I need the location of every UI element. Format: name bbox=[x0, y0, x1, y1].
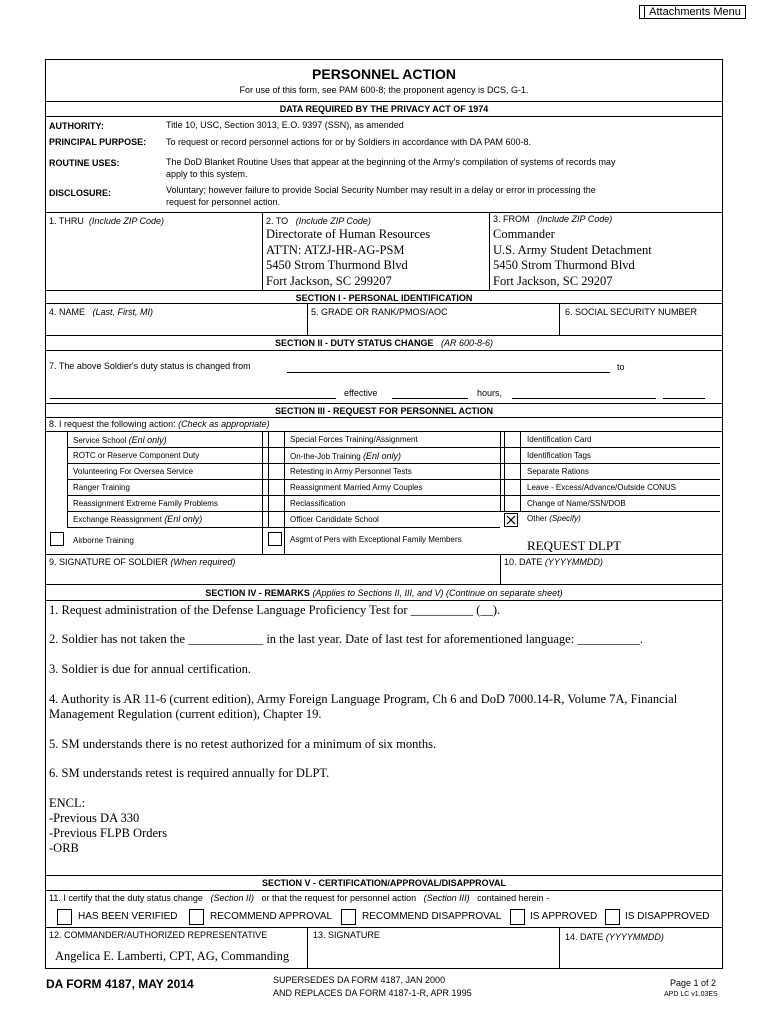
opt-change-name: Change of Name/SSN/DOB bbox=[527, 499, 626, 508]
from-address-line-4[interactable]: Fort Jackson, SC 29207 bbox=[493, 274, 613, 288]
to-address-line-4[interactable]: Fort Jackson, SC 299207 bbox=[266, 274, 392, 288]
routine-text-2: apply to this system. bbox=[166, 169, 248, 179]
status-to-field[interactable] bbox=[50, 386, 336, 399]
remark-line[interactable]: -Previous DA 330 bbox=[49, 811, 140, 825]
opt-is-approved: IS APPROVED bbox=[530, 911, 598, 922]
supersedes-line-2: AND REPLACES DA FORM 4187-1-R, APR 1995 bbox=[273, 988, 472, 998]
form-subtitle: For use of this form, see PAM 600-8; the proponent agency is DCS, G-1. bbox=[239, 85, 529, 95]
opt-separate-rations: Separate Rations bbox=[527, 467, 589, 476]
effective-word: effective bbox=[344, 388, 378, 398]
opt-special-forces: Special Forces Training/Assignment bbox=[290, 435, 418, 444]
checkbox-is-disapproved[interactable] bbox=[605, 909, 620, 925]
attachments-menu-button[interactable]: Attachments Menu bbox=[644, 5, 746, 19]
date-label: 14. DATE (YYYYMMDD) bbox=[565, 932, 664, 942]
effective-date-field[interactable] bbox=[392, 386, 468, 399]
opt-ojt: On-the-Job Training (Enl only) bbox=[290, 451, 401, 461]
opt-retesting: Retesting in Army Personnel Tests bbox=[290, 467, 412, 476]
routine-label: ROUTINE USES: bbox=[49, 158, 120, 168]
opt-airborne-training: Airborne Training bbox=[73, 536, 134, 545]
checkbox-exceptional-family[interactable] bbox=[268, 532, 282, 546]
remark-line[interactable]: -Previous FLPB Orders bbox=[49, 826, 168, 840]
opt-is-disapproved: IS DISAPPROVED bbox=[625, 911, 710, 922]
remark-line[interactable]: 2. Soldier has not taken the ____________ in the last year. Date of last test for aforementioned language: __________. bbox=[49, 632, 643, 646]
opt-exchange-reassignment: Exchange Reassignment (Enl only) bbox=[73, 514, 203, 524]
from-address-line-3[interactable]: 5450 Strom Thurmond Blvd bbox=[493, 258, 635, 272]
purpose-text: To request or record personnel actions for or by Soldiers in accordance with DA PAM 600-8. bbox=[166, 137, 532, 147]
ssn-label: 6. SOCIAL SECURITY NUMBER bbox=[565, 307, 698, 317]
remark-line[interactable]: -ORB bbox=[49, 841, 79, 855]
remark-line[interactable]: 5. SM understands there is no retest authorized for a minimum of six months. bbox=[49, 737, 437, 751]
opt-other: Other (Specify) bbox=[527, 514, 581, 523]
item-11-label: 11. I certify that the duty status change (Section II) or that the request for personnel action (Section III) contained herein - bbox=[49, 893, 550, 903]
authority-text: Title 10, USC, Section 3013, E.O. 9397 (SSN), as amended bbox=[166, 120, 404, 130]
checkbox-recommend-disapproval[interactable] bbox=[341, 909, 356, 925]
checkbox-has-been-verified[interactable] bbox=[57, 909, 72, 925]
checked-x-icon bbox=[505, 514, 517, 526]
disclosure-text-1: Voluntary; however failure to provide Social Security Number may result in a delay or error in processing the bbox=[166, 185, 596, 195]
section-3-heading: SECTION III - REQUEST FOR PERSONNEL ACTION bbox=[274, 406, 494, 416]
opt-ranger-training: Ranger Training bbox=[73, 483, 130, 492]
thru-label: 1. THRU (Include ZIP Code) bbox=[49, 216, 165, 226]
remark-line[interactable]: Management Regulation (current edition), Chapter 19. bbox=[49, 707, 322, 721]
checkbox-other[interactable] bbox=[504, 513, 518, 527]
form-id: DA FORM 4187, MAY 2014 bbox=[46, 977, 194, 991]
from-address-line-2[interactable]: U.S. Army Student Detachment bbox=[493, 243, 652, 257]
date-field[interactable] bbox=[562, 944, 720, 966]
from-label: 3. FROM (Include ZIP Code) bbox=[493, 214, 613, 224]
opt-leave: Leave - Excess/Advance/Outside CONUS bbox=[527, 483, 676, 492]
opt-married-couples: Reassignment Married Army Couples bbox=[290, 483, 423, 492]
soldier-signature-field[interactable] bbox=[48, 568, 496, 582]
page-number: Page 1 of 2 bbox=[670, 978, 717, 988]
opt-reassignment-family: Reassignment Extreme Family Problems bbox=[73, 499, 218, 508]
opt-recommend-approval: RECOMMEND APPROVAL bbox=[210, 911, 333, 922]
supersedes-line-1: SUPERSEDES DA FORM 4187, JAN 2000 bbox=[273, 975, 446, 985]
to-address-line-3[interactable]: 5450 Strom Thurmond Blvd bbox=[266, 258, 408, 272]
remark-line[interactable]: 6. SM understands retest is required annually for DLPT. bbox=[49, 766, 330, 780]
opt-rotc-duty: ROTC or Reserve Component Duty bbox=[73, 451, 200, 460]
commander-label: 12. COMMANDER/AUTHORIZED REPRESENTATIVE bbox=[49, 930, 268, 940]
authority-label: AUTHORITY: bbox=[49, 121, 104, 131]
to-address-line-1[interactable]: Directorate of Human Resources bbox=[266, 227, 431, 241]
opt-has-been-verified: HAS BEEN VERIFIED bbox=[78, 911, 178, 922]
checkbox-airborne-training[interactable] bbox=[50, 532, 64, 546]
item-8-label: 8. I request the following action: (Check as appropriate) bbox=[49, 419, 270, 429]
ssn-field[interactable] bbox=[562, 318, 720, 333]
signature-label: 13. SIGNATURE bbox=[313, 930, 380, 940]
section-4-heading: SECTION IV - REMARKS (Applies to Sections II, III, and V) (Continue on separate sheet) bbox=[205, 588, 563, 598]
section-2-heading: SECTION II - DUTY STATUS CHANGE (AR 600-8-6) bbox=[274, 338, 494, 348]
item-7-label: 7. The above Soldier's duty status is changed from bbox=[49, 361, 251, 371]
remark-line[interactable]: 4. Authority is AR 11-6 (current edition), Army Foreign Language Program, Ch 6 and DoD 7000.14-R, Volume 7A, Financial bbox=[49, 692, 678, 706]
soldier-date-field[interactable] bbox=[503, 568, 719, 582]
signature-field[interactable] bbox=[310, 942, 556, 966]
opt-ocs: Officer Candidate School bbox=[290, 515, 379, 524]
hours-extra-field[interactable] bbox=[663, 386, 705, 399]
checkbox-recommend-approval[interactable] bbox=[189, 909, 204, 925]
privacy-heading: DATA REQUIRED BY THE PRIVACY ACT OF 1974 bbox=[279, 104, 489, 114]
section-1-heading: SECTION I - PERSONAL IDENTIFICATION bbox=[295, 293, 473, 303]
thru-field[interactable] bbox=[48, 228, 258, 286]
disclosure-label: DISCLOSURE: bbox=[49, 188, 112, 198]
version-label: APD LC v1.03ES bbox=[664, 991, 718, 998]
opt-recommend-disapproval: RECOMMEND DISAPPROVAL bbox=[362, 911, 502, 922]
to-word: to bbox=[617, 362, 625, 372]
opt-volunteering-oversea: Volunteering For Oversea Service bbox=[73, 467, 194, 476]
opt-service-school: Service School (Enl only) bbox=[73, 435, 167, 445]
form-title: PERSONNEL ACTION bbox=[312, 66, 456, 82]
remark-line[interactable]: 3. Soldier is due for annual certification. bbox=[49, 662, 252, 676]
name-label: 4. NAME (Last, First, MI) bbox=[49, 307, 154, 317]
other-specify-value[interactable]: REQUEST DLPT bbox=[527, 538, 622, 553]
remark-line[interactable]: ENCL: bbox=[49, 796, 86, 810]
opt-id-tags: Identification Tags bbox=[527, 451, 591, 460]
opt-id-card: Identification Card bbox=[527, 435, 592, 444]
to-address-line-2[interactable]: ATTN: ATZJ-HR-AG-PSM bbox=[266, 243, 405, 257]
hours-field[interactable] bbox=[512, 386, 656, 399]
disclosure-text-2: request for personnel action. bbox=[166, 197, 281, 207]
routine-text-1: The DoD Blanket Routine Uses that appear at the beginning of the Army's compilation of systems of records may bbox=[166, 157, 616, 167]
to-label: 2. TO (Include ZIP Code) bbox=[266, 216, 371, 226]
soldier-signature-label: 9. SIGNATURE OF SOLDIER (When required) bbox=[49, 557, 236, 567]
soldier-date-label: 10. DATE (YYYYMMDD) bbox=[504, 557, 603, 567]
grade-field[interactable] bbox=[310, 318, 556, 333]
grade-label: 5. GRADE OR RANK/PMOS/AOC bbox=[311, 307, 448, 317]
purpose-label: PRINCIPAL PURPOSE: bbox=[49, 137, 147, 147]
commander-value[interactable]: Angelica E. Lamberti, CPT, AG, Commanding bbox=[55, 949, 290, 963]
status-from-field[interactable] bbox=[287, 360, 610, 373]
name-field[interactable] bbox=[48, 318, 304, 333]
opt-reclassification: Reclassification bbox=[290, 499, 346, 508]
opt-exceptional-family: Asgmt of Pers with Exceptional Family Members bbox=[290, 535, 462, 544]
from-address-line-1[interactable]: Commander bbox=[493, 227, 555, 241]
checkbox-is-approved[interactable] bbox=[510, 909, 525, 925]
hours-word: hours, bbox=[477, 388, 503, 398]
remark-line[interactable]: 1. Request administration of the Defense Language Proficiency Test for __________ (__). bbox=[49, 603, 501, 617]
section-5-heading: SECTION V - CERTIFICATION/APPROVAL/DISAPPROVAL bbox=[261, 878, 506, 888]
